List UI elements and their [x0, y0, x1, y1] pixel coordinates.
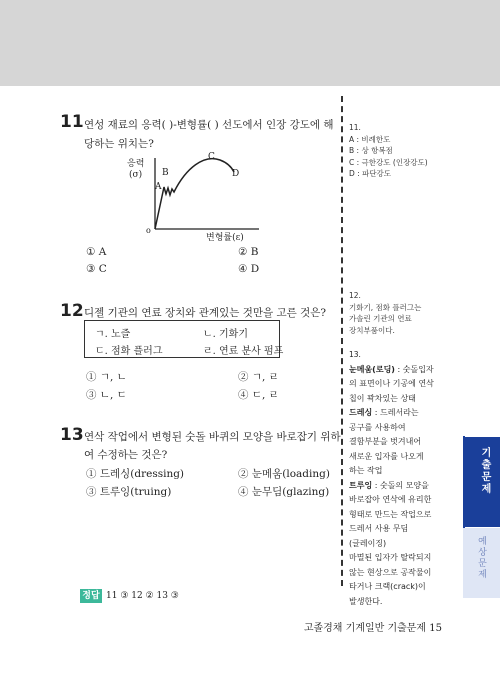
- q13-option-2[interactable]: ② 눈메움(loading): [238, 468, 330, 480]
- point-b-label: B: [162, 168, 169, 178]
- note-13-line: [349, 479, 459, 494]
- note-13-desc: 드레서 사용 무딤: [349, 524, 409, 533]
- q11-option-2[interactable]: ② B: [238, 246, 259, 258]
- header-band: [0, 0, 500, 86]
- tab-expected-questions-label: 예상문제: [476, 536, 486, 580]
- note-13-line: [349, 566, 459, 581]
- note-13-term: 트루잉: [349, 480, 373, 490]
- note-13-line: [349, 450, 459, 465]
- y-axis-symbol: (σ): [129, 170, 143, 180]
- x-axis-label: 변형률(ε): [206, 233, 244, 243]
- note-13-desc: 형태로 만드는 작업으로: [349, 509, 432, 519]
- note-13-desc: (글레이징): [349, 538, 387, 548]
- question-12-text: 디젤 기관의 연료 장치와 관계있는 것만을 고른 것은?: [84, 307, 326, 319]
- question-13-number: 13: [60, 425, 84, 445]
- question-11-number: 11: [60, 112, 84, 132]
- note-12: [349, 290, 421, 336]
- note-13-desc: 결함부분을 벗겨내어: [349, 437, 422, 446]
- note-12-title: 12.: [349, 291, 361, 300]
- q13-option-4[interactable]: ④ 눈무딤(glazing): [238, 486, 330, 498]
- note-13-desc: : 숫돌의 모양을: [372, 480, 429, 490]
- note-13-line: [349, 421, 459, 436]
- note-12-line: 장치부품이다.: [349, 325, 395, 335]
- note-13-line: [349, 522, 459, 537]
- q13-option-1[interactable]: ① 드레싱(dressing): [86, 468, 185, 480]
- note-13: [349, 348, 459, 609]
- tab-expected-questions[interactable]: [463, 528, 500, 598]
- question-11-text-line2: 당하는 위치는?: [84, 138, 154, 150]
- page-footer: 고졸경채 기계일반 기출문제 15: [303, 623, 442, 634]
- note-13-line: [349, 406, 459, 421]
- note-13-line: [349, 551, 459, 566]
- note-13-desc: 칩이 꽉차있는 상태: [349, 393, 416, 403]
- note-13-line: [349, 377, 459, 392]
- q12-box-item-1: ㄱ. 노즐: [95, 329, 131, 340]
- note-13-term: 눈메움(로딩): [349, 364, 395, 374]
- note-11-line: B : 상 항복점: [349, 146, 393, 155]
- q12-option-4[interactable]: ④ ㄷ, ㄹ: [238, 389, 279, 401]
- tab-past-exams[interactable]: [463, 437, 500, 527]
- point-a-label: A: [155, 182, 162, 192]
- note-13-desc: 새로운 입자를 나오게: [349, 451, 424, 461]
- q12-box-item-3: ㄷ. 점화 플러그: [95, 346, 163, 357]
- note-11-title: 11.: [349, 123, 361, 132]
- note-13-term: 드레싱: [349, 408, 373, 417]
- q12-box-item-2: ㄴ. 기화기: [203, 329, 248, 340]
- note-11-line: D : 파단강도: [349, 169, 392, 178]
- q12-choice-box: [84, 320, 284, 358]
- note-13-line: [349, 595, 459, 610]
- note-13-line: [349, 464, 459, 479]
- note-11: [349, 122, 428, 180]
- note-13-desc: : 드레서라는: [372, 408, 419, 417]
- note-13-line: [349, 580, 459, 595]
- column-divider: [341, 96, 343, 586]
- note-12-line: 기화기, 점화 플러그는: [349, 302, 422, 312]
- note-13-title: 13.: [349, 350, 361, 359]
- note-13-desc: 바로잡아 연삭에 유리한: [349, 495, 432, 504]
- note-13-desc: 하는 작업: [349, 466, 383, 475]
- question-13-text-line1: 연삭 작업에서 변형된 숫돌 바퀴의 모양을 바로잡기 위하: [84, 431, 341, 443]
- note-12-line: 가솔린 기관의 연료: [349, 314, 412, 323]
- y-axis-label: 응력: [127, 159, 145, 169]
- tab-past-exams-label: 기출문제: [479, 447, 490, 495]
- note-13-desc: : 숫돌입자: [394, 364, 434, 374]
- note-13-line: [349, 435, 459, 450]
- q11-option-3[interactable]: ③ C: [86, 263, 107, 275]
- question-13-text-line2: 여 수정하는 것은?: [84, 449, 168, 461]
- answer-badge: 정답: [80, 589, 102, 603]
- question-12-number: 12: [60, 301, 84, 321]
- q12-option-1[interactable]: ① ㄱ, ㄴ: [86, 371, 127, 383]
- note-13-desc: 발생한다.: [349, 596, 383, 606]
- q11-option-1[interactable]: ① A: [86, 246, 107, 258]
- stress-strain-graph: [124, 152, 264, 248]
- note-13-desc: 공구를 사용하여: [349, 422, 406, 432]
- note-13-desc: 않는 현상으로 공작물이: [349, 567, 432, 577]
- answer-key: 11 ③ 12 ② 13 ③: [106, 591, 179, 601]
- note-13-line: [349, 537, 459, 552]
- note-13-line: [349, 392, 459, 407]
- question-11-text-line1: 연성 재료의 응력( )-변형률( ) 선도에서 인장 강도에 해: [84, 119, 334, 131]
- note-13-line: [349, 508, 459, 523]
- origin-label: o: [146, 226, 151, 235]
- q12-option-3[interactable]: ③ ㄴ, ㄷ: [86, 389, 127, 401]
- note-13-desc: 마멸된 입자가 탈락되지: [349, 553, 432, 562]
- note-13-desc: 의 표면이나 기공에 연삭: [349, 379, 434, 388]
- point-c-label: C: [208, 152, 215, 162]
- note-13-desc: 타거나 크랙(crack)이: [349, 582, 426, 591]
- point-d-label: D: [232, 169, 240, 179]
- q11-option-4[interactable]: ④ D: [238, 263, 260, 275]
- q12-box-item-4: ㄹ. 연료 분사 펌프: [203, 346, 284, 357]
- note-11-line: C : 극한강도 (인장강도): [349, 157, 428, 167]
- q12-option-2[interactable]: ② ㄱ, ㄹ: [238, 371, 279, 383]
- note-13-line: [349, 363, 459, 378]
- note-13-line: [349, 493, 459, 508]
- note-11-line: A : 비례한도: [349, 134, 391, 144]
- q13-option-3[interactable]: ③ 트루잉(truing): [86, 486, 172, 498]
